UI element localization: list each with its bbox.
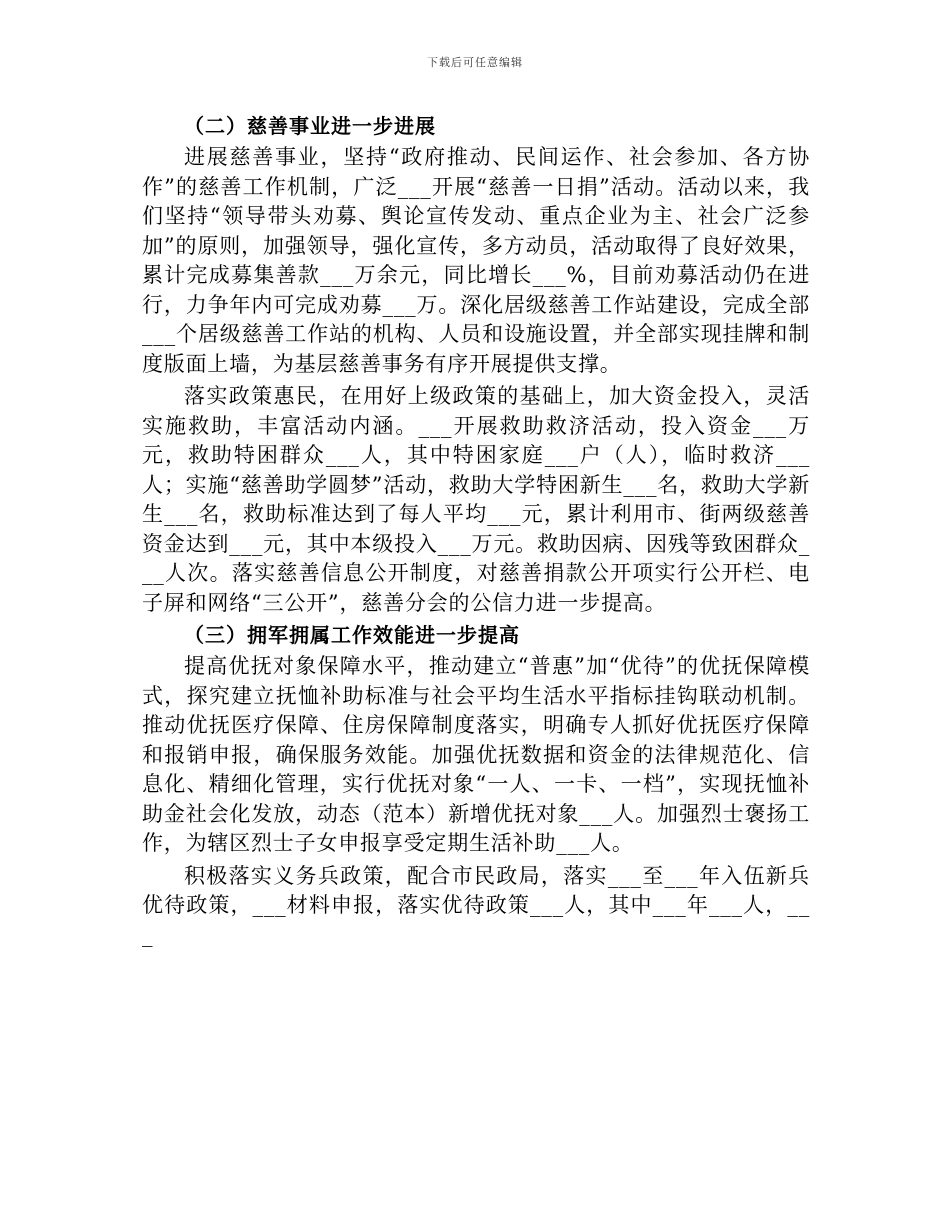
paragraph-veteran-benefits: 提高优抚对象保障水平，推动建立“普惠”加“优待”的优抚保障模式，探究建立抚恤补助标准与社会平均生活水平指标挂钩联动机制。推动优抚医疗保障、住房保障制度落实，明确专人抓好优抚医疗保障和报销申报，确保服务效能。加强优抚数据和资金的法律规范化、信息化、精细化管理，实行优抚对象“一人、一卡、一档”，实现抚恤补助金社会化发放，动态（范本）新增优抚对象___人。加强烈士褒扬工作，为辖区烈士子女申报享受定期生活补助___人。: [142, 654, 810, 855]
document-body: [142, 113, 810, 950]
header-note: 下载后可任意编辑: [427, 56, 523, 69]
paragraph-charity-fundraising: 进展慈善事业，坚持“政府推动、民间运作、社会参加、各方协作”的慈善工作机制，广泛___开展“慈善一日捐”活动。活动以来，我们坚持“领导带头劝募、舆论宣传发动、重点企业为主、社会广泛参加”的原则，加强领导，强化宣传，多方动员，活动取得了良好效果，累计完成募集善款___万余元，同比增长___%，目前劝募活动仍在进行，力争年内可完成劝募___万。深化居级慈善工作站建设，完成全部___个居级慈善工作站的机构、人员和设施设置，并全部实现挂牌和制度版面上墙，为基层慈善事务有序开展提供支撑。: [142, 145, 810, 376]
paragraph-conscript-policy: 积极落实义务兵政策，配合市民政局，落实___至___年入伍新兵优待政策，___材料申报，落实优待政策___人，其中___年___人，___: [142, 863, 810, 947]
section-heading-military-support: （三）拥军拥属工作效能进一步提高: [184, 623, 520, 647]
section-heading-charity: （二）慈善事业进一步进展: [184, 114, 436, 138]
paragraph-charity-relief: 落实政策惠民，在用好上级政策的基础上，加大资金投入，灵活实施救助，丰富活动内涵。___开展救助救济活动，投入资金___万元，救助特困群众___人，其中特困家庭___户（人），临时救济___人；实施“慈善助学圆梦”活动，救助大学特困新生___名，救助大学新生___名，救助标准达到了每人平均___元，累计利用市、街两级慈善资金达到___元，其中本级投入___万元。救助因病、因残等致困群众___人次。落实慈善信息公开制度，对慈善捐款公开项实行公开栏、电子屏和网络“三公开”，慈善分会的公信力进一步提高。: [142, 384, 810, 615]
